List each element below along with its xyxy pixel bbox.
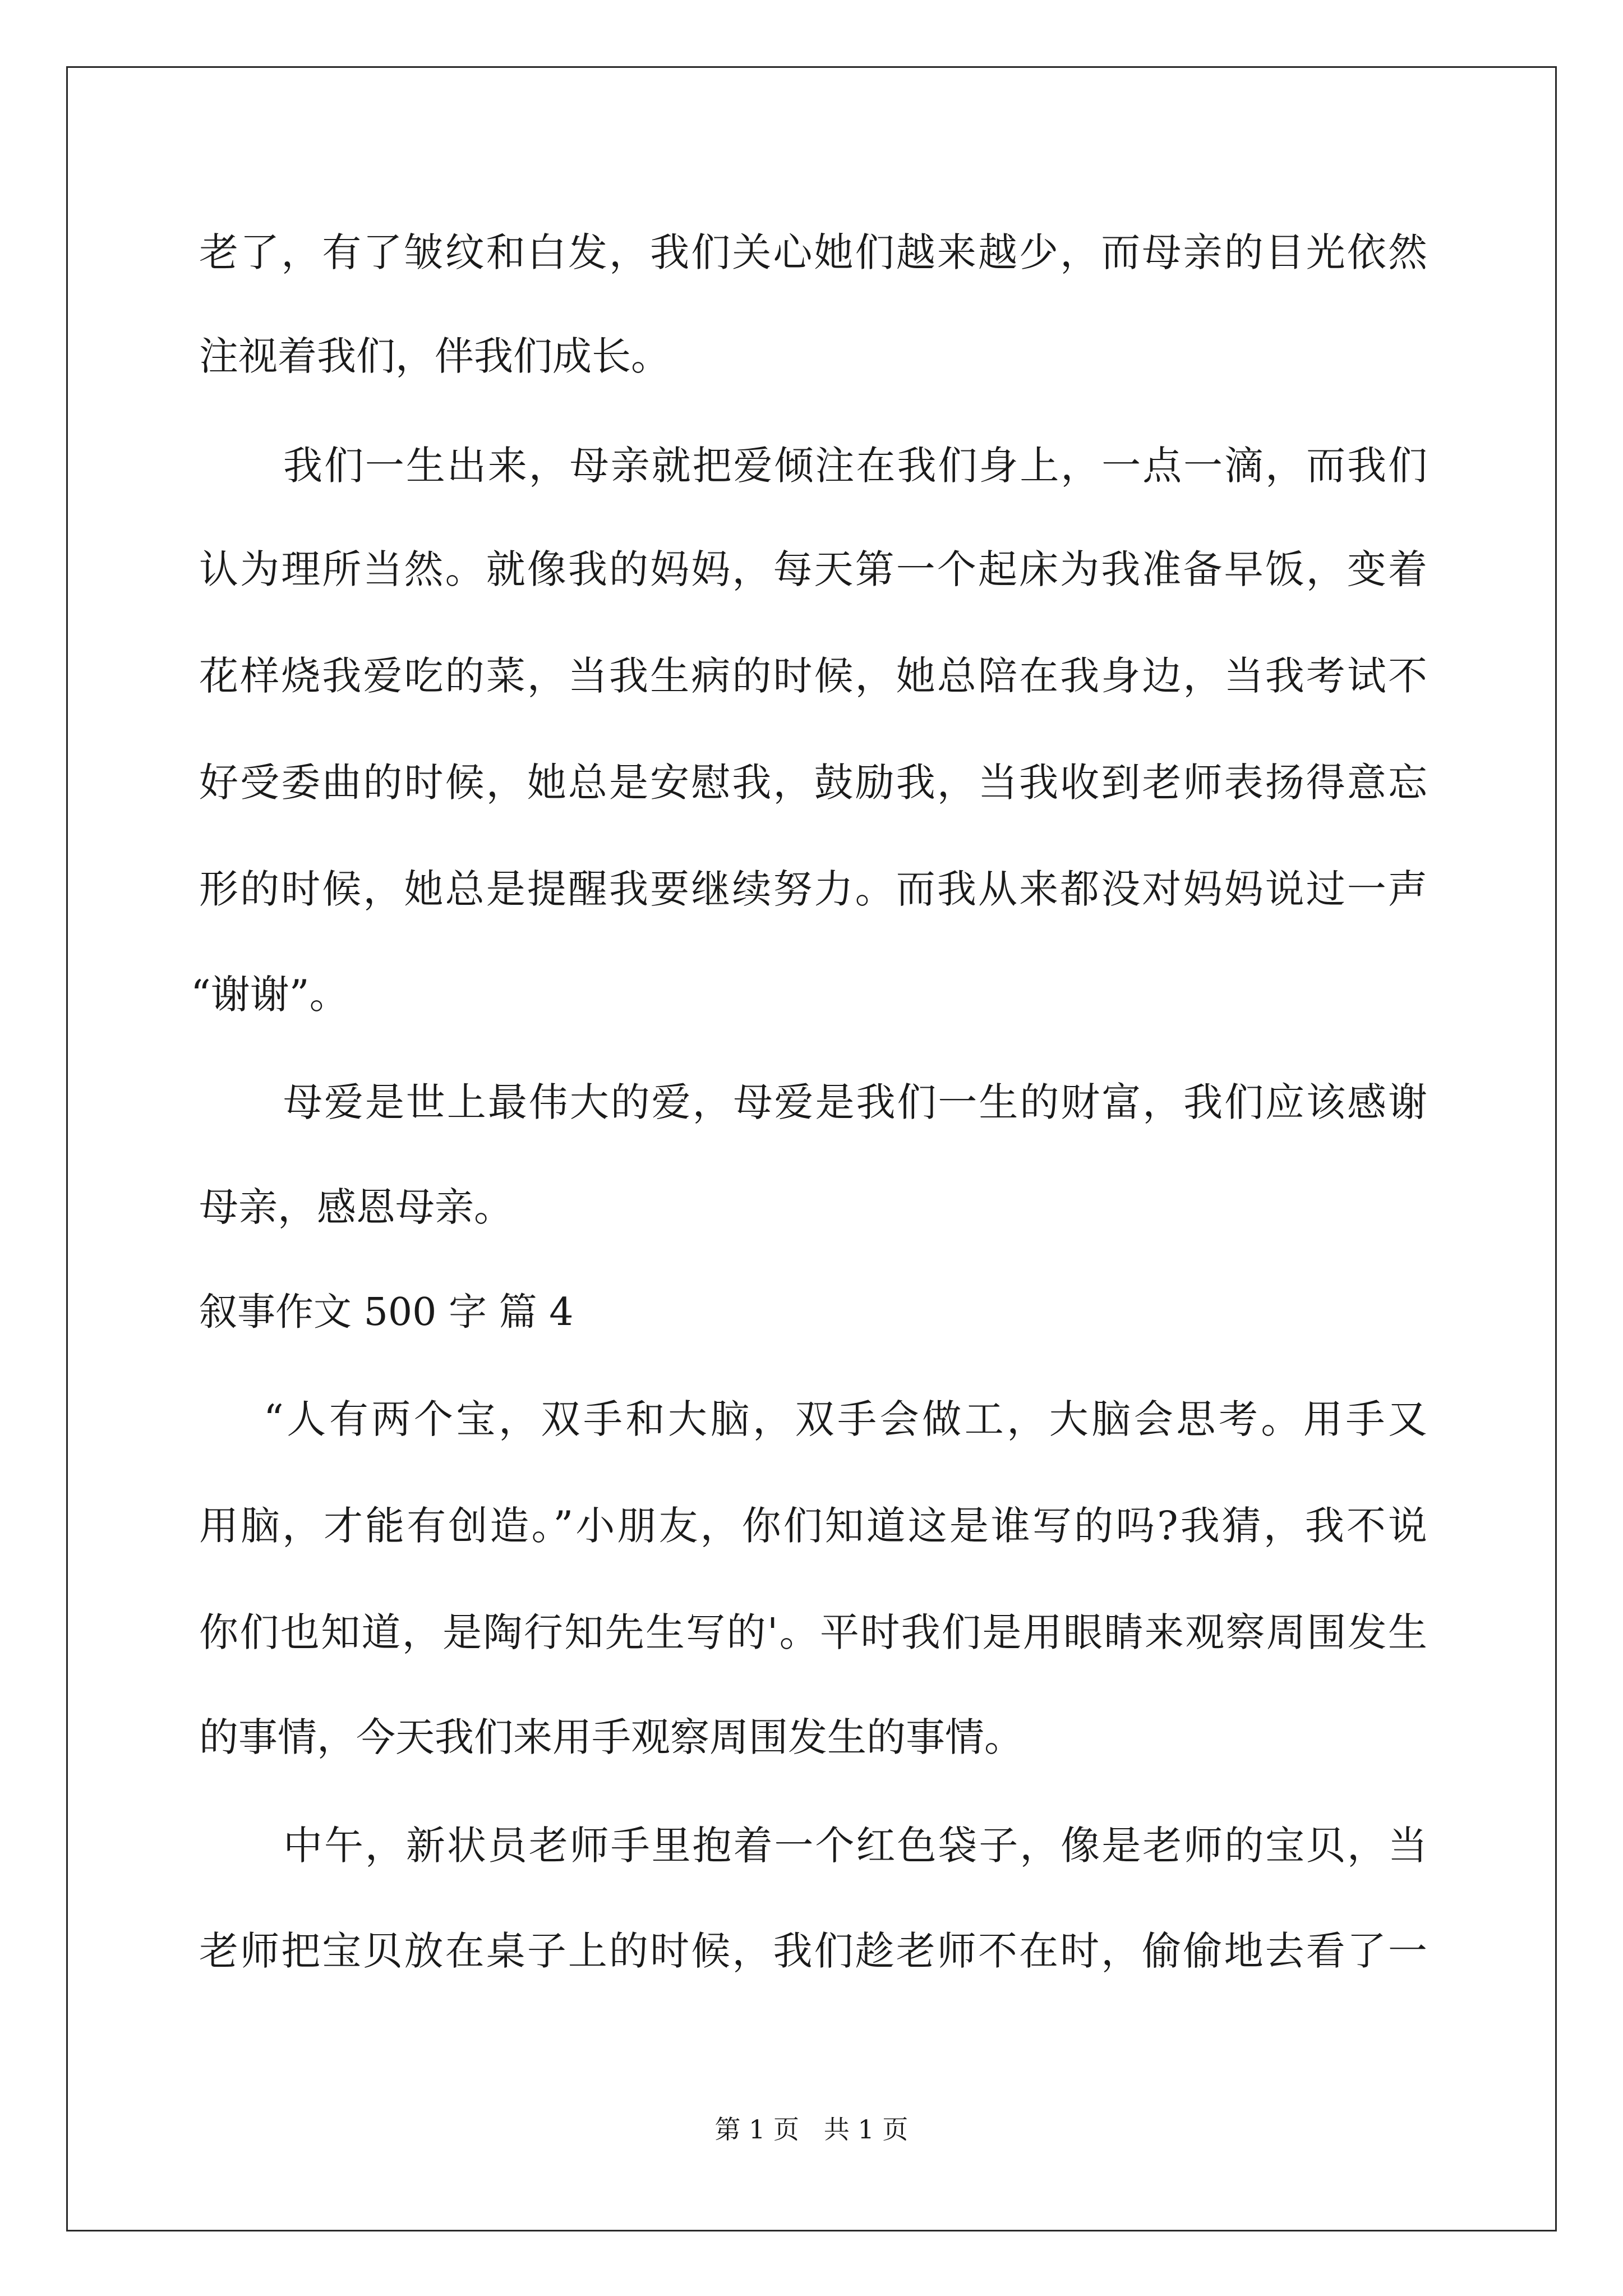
paragraph-2-line-4: 好受委曲的时候，她总是安慰我，鼓励我，当我收到老师表扬得意忘 [199, 760, 1427, 806]
paragraph-5-line-2: 老师把宝贝放在桌子上的时候，我们趁老师不在时，偷偷地去看了一 [199, 1928, 1427, 1974]
page-footer: 第 1 页 共 1 页 [714, 2114, 909, 2145]
paragraph-2-line-3: 花样烧我爱吃的菜，当我生病的时候，她总陪在我身边，当我考试不 [199, 653, 1427, 699]
paragraph-2-line-6: “谢谢”。 [191, 972, 349, 1018]
paragraph-4-line-2: 用脑，才能有创造。”小朋友，你们知道这是谁写的吗?我猜，我不说 [199, 1503, 1427, 1549]
paragraph-1-line-2: 注视着我们，伴我们成长。 [199, 333, 670, 379]
paragraph-4-line-1: “人有两个宝，双手和大脑，双手会做工，大脑会思考。用手又 [264, 1396, 1427, 1442]
paragraph-5-line-1: 中午，新状员老师手里抱着一个红色袋子，像是老师的宝贝，当 [283, 1823, 1427, 1869]
paragraph-3-line-1: 母爱是世上最伟大的爱，母爱是我们一生的财富，我们应该感谢 [283, 1079, 1427, 1125]
paragraph-2-line-5: 形的时候，她总是提醒我要继续努力。而我从来都没对妈妈说过一声 [199, 866, 1427, 912]
paragraph-4-line-3: 你们也知道，是陶行知先生写的'。平时我们是用眼睛来观察周围发生 [199, 1609, 1427, 1655]
paragraph-2-line-2: 认为理所当然。就像我的妈妈，每天第一个起床为我准备早饭，变着 [199, 546, 1427, 592]
paragraph-2-line-1: 我们一生出来，母亲就把爱倾注在我们身上，一点一滴，而我们 [283, 443, 1427, 489]
section-heading: 叙事作文 500 字 篇 4 [199, 1290, 574, 1335]
paragraph-3-line-2: 母亲，感恩母亲。 [199, 1184, 513, 1230]
paragraph-1-line-1: 老了，有了皱纹和白发，我们关心她们越来越少，而母亲的目光依然 [199, 229, 1427, 275]
paragraph-4-line-4: 的事情，今天我们来用手观察周围发生的事情。 [199, 1714, 1023, 1760]
page-border [66, 66, 1557, 2231]
